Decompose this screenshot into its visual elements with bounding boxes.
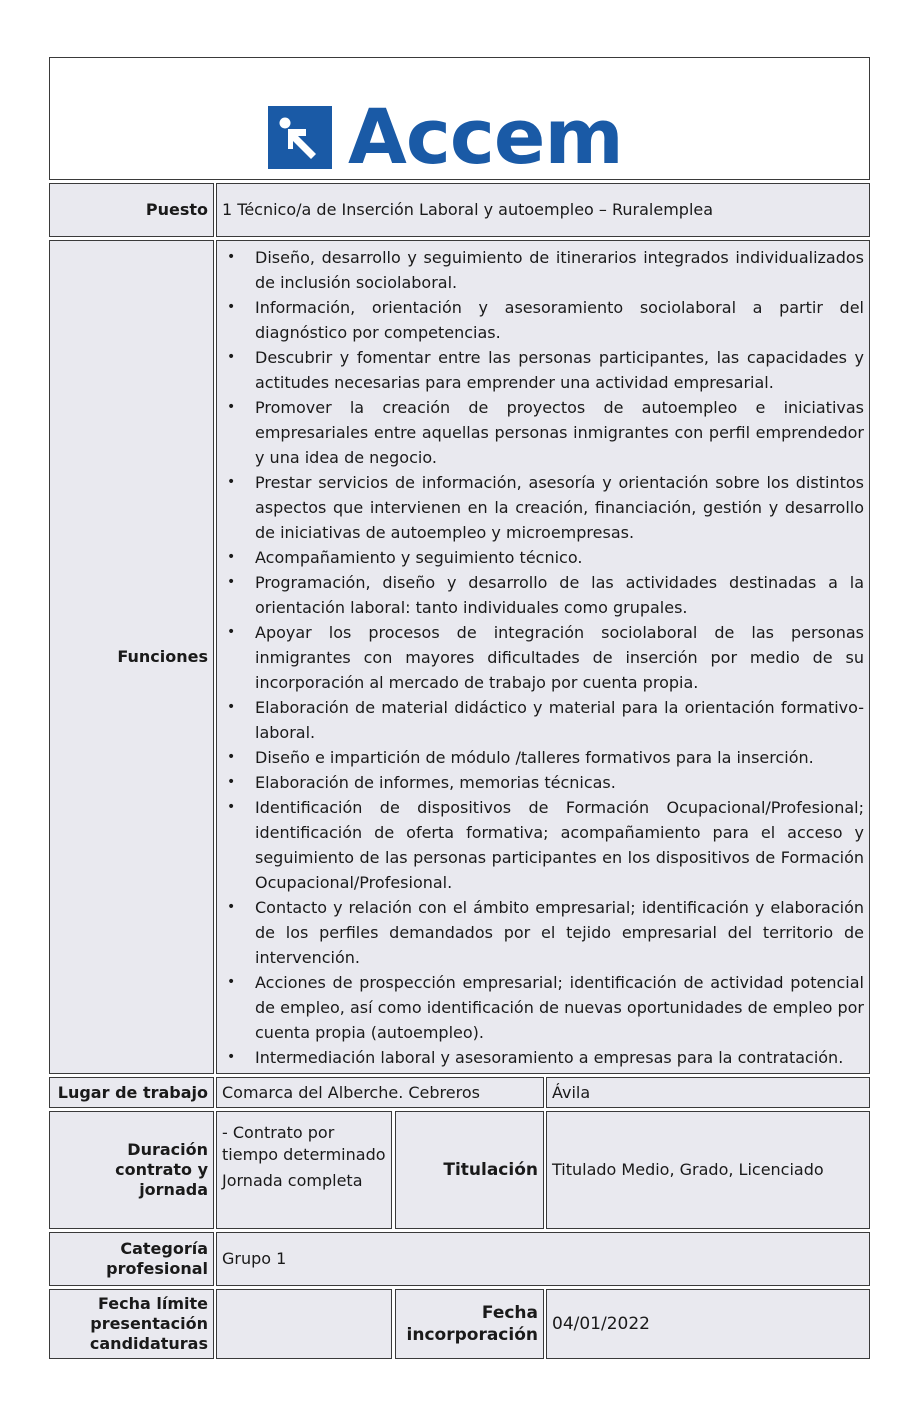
list-item: • Intermediación laboral y asesoramiento a empresas para la contratación. xyxy=(223,1045,864,1070)
fecha-incorporacion-label-line: Fecha xyxy=(481,1303,538,1323)
lugar-label xyxy=(49,1077,214,1108)
list-item: • Información, orientación y asesoramiento sociolaboral a partir del diagnóstico por competencias. xyxy=(223,295,864,345)
duracion-label-line: jornada xyxy=(139,1180,208,1199)
puesto-label xyxy=(49,183,214,237)
puesto-value xyxy=(216,183,870,237)
list-item: • Promover la creación de proyectos de autoempleo e iniciativas empresariales entre aquellas personas inmigrantes con perfil emprendedor y una idea de negocio. xyxy=(223,395,864,470)
duracion-value-line: tiempo determinado xyxy=(222,1145,386,1164)
list-item: • Acompañamiento y seguimiento técnico. xyxy=(223,545,864,570)
arrow-up-left-icon xyxy=(268,106,332,169)
fecha-limite-label-line: candidaturas xyxy=(89,1334,208,1353)
lugar-label-text: Lugar de trabajo xyxy=(57,1082,208,1102)
list-item: • Contacto y relación con el ámbito empresarial; identificación y elaboración de los perfiles demandados por el tejido empresarial del territorio de intervención. xyxy=(223,895,864,970)
categoria-label-line: Categoría xyxy=(120,1239,208,1258)
lugar-value xyxy=(216,1077,544,1108)
duracion-label-line: Duración xyxy=(127,1140,208,1159)
funciones-value xyxy=(216,240,870,1074)
list-item: • Programación, diseño y desarrollo de las actividades destinadas a la orientación laboral: tanto individuales como grupales. xyxy=(223,570,864,620)
funciones-label xyxy=(49,240,214,1074)
titulacion-label-text: Titulación xyxy=(443,1160,538,1180)
list-item: • Identificación de dispositivos de Formación Ocupacional/Profesional; identificación de oferta formativa; acompañamiento para el acceso y seguimiento de las personas participantes en los dispositivos de Formación Ocupacional/Profesional. xyxy=(223,795,864,895)
titulacion-value xyxy=(546,1111,870,1229)
puesto-value-text: 1 Técnico/a de Inserción Laboral y autoempleo – Ruralemplea xyxy=(222,200,714,219)
fecha-incorporacion-label-line: incorporación xyxy=(406,1325,538,1345)
fecha-incorporacion-label xyxy=(395,1289,544,1359)
duracion-value-line: Jornada completa xyxy=(222,1171,363,1190)
list-item: • Diseño e impartición de módulo /talleres formativos para la inserción. xyxy=(223,745,864,770)
lugar-province-text: Ávila xyxy=(552,1082,591,1102)
lugar-province xyxy=(546,1077,870,1108)
fecha-limite-label xyxy=(49,1289,214,1359)
fecha-limite-label-line: Fecha límite xyxy=(98,1294,208,1313)
list-item: • Acciones de prospección empresarial; identificación de actividad potencial de empleo, así como identificación de nuevas oportunidades de empleo por cuenta propia (autoempleo). xyxy=(223,970,864,1045)
fecha-limite-value xyxy=(216,1289,392,1359)
fecha-incorporacion-value-text: 04/01/2022 xyxy=(552,1314,650,1334)
fecha-incorporacion-value xyxy=(546,1289,870,1359)
duracion-value-line: - Contrato por xyxy=(222,1123,335,1142)
funciones-list xyxy=(223,245,864,1070)
categoria-value xyxy=(216,1232,870,1286)
duracion-value xyxy=(216,1111,392,1229)
duracion-label-line: contrato y xyxy=(115,1160,208,1179)
categoria-label xyxy=(49,1232,214,1286)
titulacion-label xyxy=(395,1111,544,1229)
list-item: • Descubrir y fomentar entre las personas participantes, las capacidades y actitudes necesarias para emprender una actividad empresarial. xyxy=(223,345,864,395)
list-item: • Prestar servicios de información, asesoría y orientación sobre los distintos aspectos que intervienen en la creación, financiación, gestión y desarrollo de iniciativas de autoempleo y microempresas. xyxy=(223,470,864,545)
categoria-label-line: profesional xyxy=(106,1259,208,1278)
titulacion-value-text: Titulado Medio, Grado, Licenciado xyxy=(552,1160,824,1179)
lugar-value-text: Comarca del Alberche. Cebreros xyxy=(222,1082,480,1102)
fecha-limite-label-line: presentación xyxy=(90,1314,208,1333)
list-item: • Apoyar los procesos de integración sociolaboral de las personas inmigrantes con mayores dificultades de inserción por medio de su incorporación al mercado de trabajo por cuenta propia. xyxy=(223,620,864,695)
list-item: • Elaboración de material didáctico y material para la orientación formativo-laboral. xyxy=(223,695,864,745)
brand-name: Accem xyxy=(348,92,623,181)
list-item: • Diseño, desarrollo y seguimiento de itinerarios integrados individualizados de inclusión sociolaboral. xyxy=(223,245,864,295)
duracion-label xyxy=(49,1111,214,1229)
puesto-label-text: Puesto xyxy=(145,200,208,219)
list-item: • Elaboración de informes, memorias técnicas. xyxy=(223,770,864,795)
funciones-label-text: Funciones xyxy=(117,647,208,666)
accem-logo xyxy=(268,92,623,181)
categoria-value-text: Grupo 1 xyxy=(222,1249,287,1268)
